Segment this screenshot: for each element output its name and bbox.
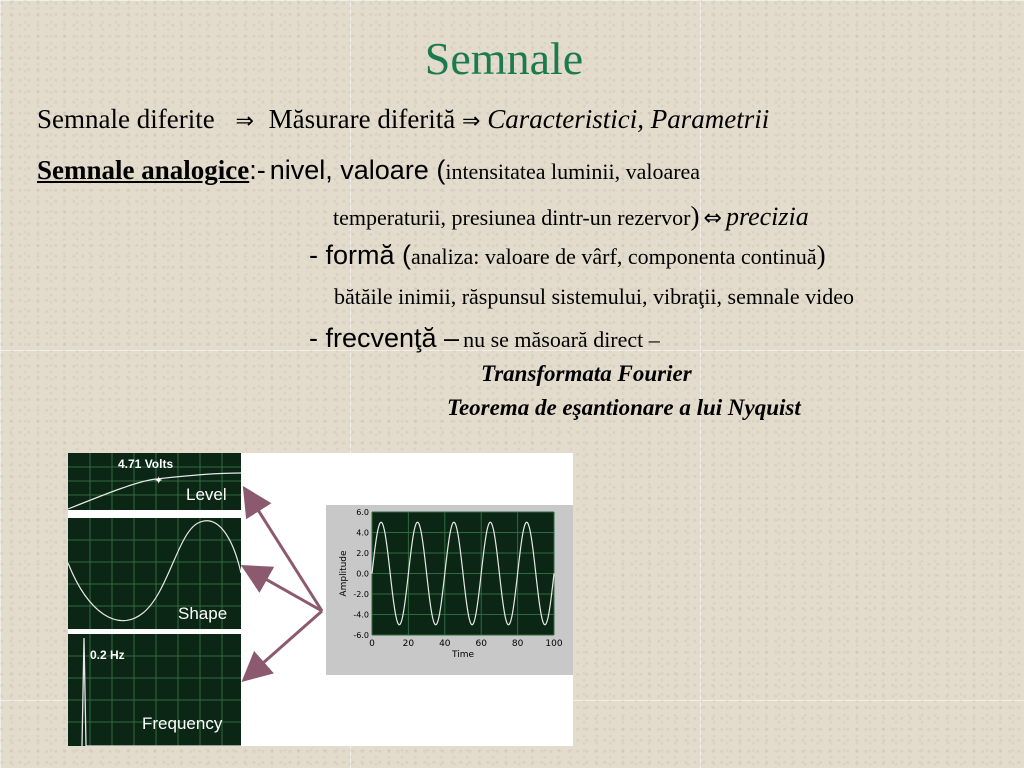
line-frecventa [309,323,660,354]
amplitude-plot [326,505,573,675]
precizia-text: precizia [725,202,809,231]
close-paren: ) [690,201,700,231]
y-tick-label: 6.0 [356,508,369,517]
line-analog [37,155,700,186]
level-panel [68,453,241,510]
level-marker: ✦ [154,474,164,487]
forma-label: - formă ( [309,240,412,270]
shape-label: Shape [178,604,228,623]
forma-detail-2: bătăile inimii, răspunsul sistemului, vibraţii, semnale video [334,284,854,309]
text-semnale-diferite: Semnale diferite [37,104,215,134]
fourier-text: Transformata Fourier [481,361,692,386]
x-tick-label: 100 [545,639,563,649]
arrow-to-frequency [246,611,322,678]
arrow-to-shape [246,568,322,611]
frequency-value: 0.2 Hz [90,648,125,662]
analog-heading: Semnale analogice [37,155,250,185]
x-tick-label: 20 [402,639,415,649]
text-masurare-diferita: Măsurare diferită [268,104,456,134]
close-paren: ) [816,240,826,270]
shape-panel [68,518,241,629]
level-label: Level [186,485,227,504]
frequency-label: Frequency [142,714,223,733]
x-axis-label: Time [451,650,475,660]
y-tick-label: -4.0 [353,610,369,620]
amplitude-chart [326,505,573,675]
arrow-to-level [246,491,322,611]
nivel-detail-1: intensitatea luminii, valoarea [445,159,701,184]
frequency-panel [68,634,241,746]
line-forma [309,240,826,271]
x-tick-label: 60 [475,639,487,649]
x-tick-label: 40 [439,639,451,649]
y-tick-label: 4.0 [356,528,369,538]
frecventa-label: - frecvenţă – [309,323,460,353]
signal-figure [68,453,573,746]
equivalence-arrow-icon: ⇔ [703,206,722,231]
implies-arrow-icon: ⇒ [235,109,254,134]
y-tick-label: 2.0 [356,549,369,558]
separator: :- [249,155,266,185]
level-value: 4.71 Volts [118,457,174,471]
nyquist-text: Teorema de eşantionare a lui Nyquist [447,395,801,420]
x-tick-label: 0 [369,639,375,649]
y-tick-label: 0.0 [356,569,369,579]
nivel-detail-2: temperaturii, presiunea dintr-un rezervor [333,205,691,230]
text-caracteristici: Caracteristici, Parametrii [487,104,770,134]
y-tick-label: -2.0 [353,590,369,599]
x-tick-label: 80 [511,639,524,649]
line-nivel-cont [333,201,809,232]
line-measurement [37,104,769,135]
frecventa-detail: nu se măsoară direct – [463,327,660,352]
forma-detail-1: analiza: valoare de vârf, componenta continuă [411,244,817,269]
implies-arrow-icon: ⇒ [462,109,481,134]
y-axis-label: Amplitude [339,550,349,597]
y-tick-label: -6.0 [353,631,369,640]
nivel-label: nivel, valoare ( [269,155,446,185]
slide-title: Semnale [424,33,584,84]
